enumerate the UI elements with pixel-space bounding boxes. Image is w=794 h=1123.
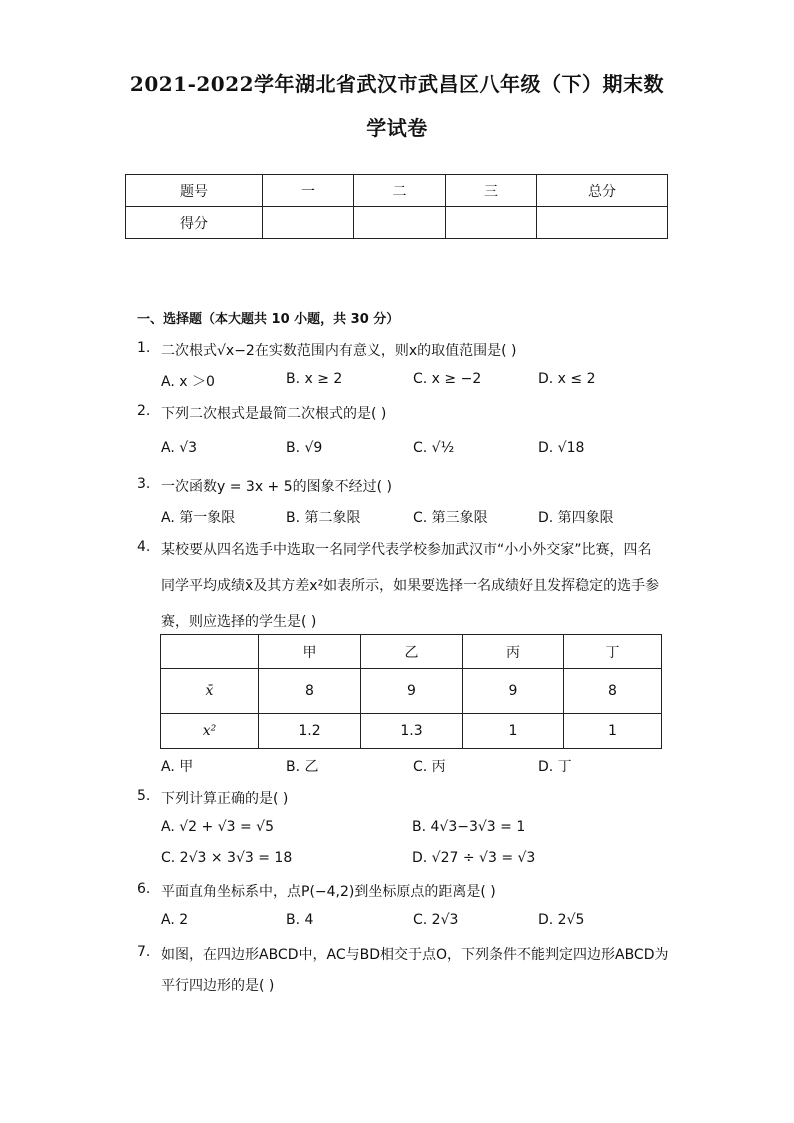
option-d: D. x ≤ 2 <box>538 371 596 387</box>
score-value-row <box>126 207 668 239</box>
question-number: 6. <box>137 881 151 897</box>
section-heading: 一、选择题（本大题共 10 小题，共 30 分） <box>137 312 400 327</box>
question-number: 1. <box>137 340 151 356</box>
question-number: 3. <box>137 476 151 492</box>
option-d: D. 2√5 <box>538 912 585 928</box>
question-text: 一次函数y = 3x + 5的图象不经过( ) <box>161 479 393 495</box>
mean-value: 8 <box>259 669 361 714</box>
option-b: B. √9 <box>286 440 323 456</box>
option-a: A. x ＞0 <box>161 374 215 390</box>
score-cell <box>354 207 446 239</box>
variance-value: 1.2 <box>259 714 361 749</box>
option-c: C. 2√3 × 3√3 = 18 <box>161 850 293 866</box>
score-row-label: 得分 <box>126 207 263 239</box>
option-a: A. √3 <box>161 440 198 456</box>
score-header-cell: 二 <box>354 175 446 207</box>
option-b: B. 4 <box>286 912 314 928</box>
option-d: D. 丁 <box>538 759 572 775</box>
stats-variance-row <box>161 714 662 749</box>
score-cell <box>537 207 668 239</box>
title-line-1: 2021-2022学年湖北省武汉市武昌区八年级（下）期末数 <box>129 72 665 96</box>
mean-value: 9 <box>463 669 564 714</box>
question-text-line: 同学平均成绩x̄及其方差x²如表所示，如果要选择一名成绩好且发挥稳定的选手参 <box>161 578 660 594</box>
option-d: D. √27 ÷ √3 = √3 <box>412 850 536 866</box>
stats-header-cell: 丙 <box>463 635 564 669</box>
stats-table <box>160 634 662 749</box>
option-a: A. √2 + √3 = √5 <box>161 819 274 835</box>
option-b: B. 第二象限 <box>286 510 361 526</box>
stats-header-cell: 乙 <box>361 635 463 669</box>
stats-mean-row <box>161 669 662 714</box>
question-text-line: 赛，则应选择的学生是( ) <box>161 614 317 630</box>
question-text: 平面直角坐标系中，点P(−4,2)到坐标原点的距离是( ) <box>161 884 496 900</box>
title-line-2: 学试卷 <box>366 116 428 140</box>
question-text-line: 平行四边形的是( ) <box>161 978 275 994</box>
option-a: A. 2 <box>161 912 189 928</box>
variance-value: 1.3 <box>361 714 463 749</box>
option-d: D. 第四象限 <box>538 510 614 526</box>
option-c: C. 丙 <box>413 759 446 775</box>
option-b: B. x ≥ 2 <box>286 371 343 387</box>
question-text: 二次根式√x−2在实数范围内有意义，则x的取值范围是( ) <box>161 343 517 359</box>
mean-value: 9 <box>361 669 463 714</box>
score-cell <box>446 207 537 239</box>
question-number: 4. <box>137 539 151 555</box>
stats-header-cell: 丁 <box>564 635 662 669</box>
option-b: B. 4√3−3√3 = 1 <box>412 819 526 835</box>
question-number: 5. <box>137 788 151 804</box>
mean-value: 8 <box>564 669 662 714</box>
option-a: A. 甲 <box>161 759 194 775</box>
question-number: 7. <box>137 944 151 960</box>
score-header-cell: 三 <box>446 175 537 207</box>
option-b: B. 乙 <box>286 759 319 775</box>
score-header-cell: 一 <box>263 175 354 207</box>
score-table <box>125 174 668 239</box>
question-text-line: 如图，在四边形ABCD中，AC与BD相交于点O，下列条件不能判定四边形ABCD为 <box>161 947 669 963</box>
variance-value: 1 <box>463 714 564 749</box>
variance-value: 1 <box>564 714 662 749</box>
option-c: C. √½ <box>413 440 455 456</box>
option-c: C. 第三象限 <box>413 510 488 526</box>
stats-header-row <box>161 635 662 669</box>
stats-corner-cell <box>161 635 259 669</box>
score-header-cell: 题号 <box>126 175 263 207</box>
question-number: 2. <box>137 403 151 419</box>
score-header-cell: 总分 <box>537 175 668 207</box>
question-text: 下列二次根式是最简二次根式的是( ) <box>161 406 387 422</box>
score-header-row <box>126 175 668 207</box>
question-text: 下列计算正确的是( ) <box>161 791 289 807</box>
score-cell <box>263 207 354 239</box>
question-text-line: 某校要从四名选手中选取一名同学代表学校参加武汉市“小小外交家”比赛，四名 <box>161 542 652 558</box>
option-a: A. 第一象限 <box>161 510 236 526</box>
mean-label: x̄ <box>161 669 259 714</box>
option-d: D. √18 <box>538 440 585 456</box>
option-c: C. x ≥ −2 <box>413 371 482 387</box>
variance-label: x² <box>161 714 259 749</box>
stats-header-cell: 甲 <box>259 635 361 669</box>
option-c: C. 2√3 <box>413 912 459 928</box>
